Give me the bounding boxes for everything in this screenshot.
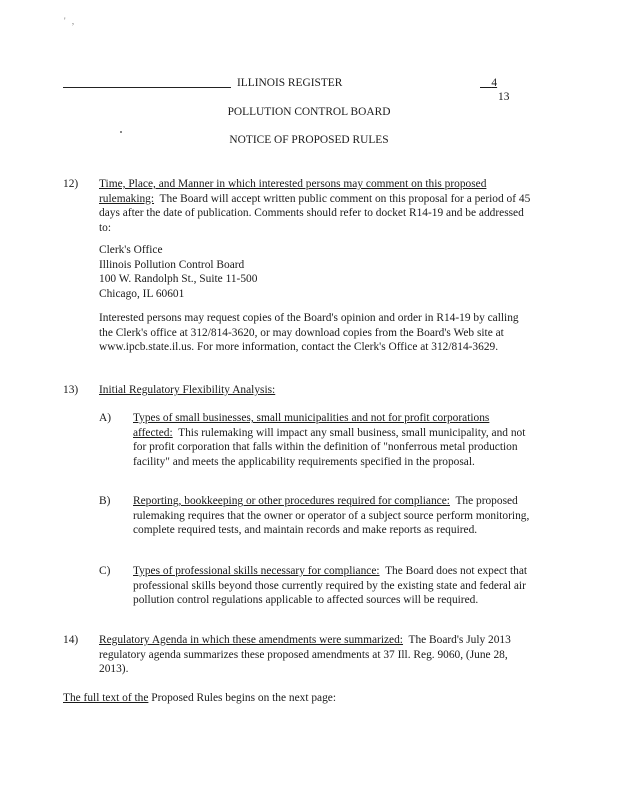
closing-rest: Proposed Rules begins on the next page: — [151, 692, 337, 704]
header-rule — [63, 87, 231, 88]
section-12-copies: Interested persons may request copies of the Board's opinion and order in R14-19 by calling the Clerk's office at 312/814-3620, or may download copies from the Board's Web site at www.ipcb.state.il.us. For more information, contact the Clerk's Office at 312/814-3629. — [99, 312, 519, 354]
subsection-b-text: The proposed rulemaking requires that the owner or operator of a subject source perform monitoring, complete required tests, and maintain records and make reports as required. — [133, 495, 530, 537]
register-title: ILLINOIS REGISTER — [237, 77, 343, 89]
scan-mark: ' , — [64, 16, 77, 26]
address-line: Clerk's Office — [99, 244, 163, 256]
section-14-text: The Board's July 2013 regulatory agenda summarizes these proposed amendments at 37 Ill. Reg. 9060, (June 28, 2013). — [99, 634, 511, 676]
subsection-b-paragraph — [133, 494, 531, 538]
subsection-a-label: A) — [99, 412, 112, 424]
notice-title: NOTICE OF PROPOSED RULES — [229, 134, 389, 146]
section-14-paragraph — [99, 633, 531, 677]
section-12-paragraph — [99, 177, 531, 235]
section-12-text: The Board will accept written public comment on this proposal for a period of 45 days after the date of publication. Comments should refer to docket R14-19 and be addressed to: — [99, 192, 531, 234]
section-12-title: Time, Place, and Manner in which interested persons may comment on this proposed rulemaking: — [99, 178, 487, 205]
subsection-b-title: Reporting, bookkeeping or other procedures required for compliance: — [133, 495, 450, 507]
subsection-c-label: C) — [99, 565, 111, 577]
subsection-c-title: Types of professional skills necessary for compliance: — [133, 565, 380, 577]
section-14-title: Regulatory Agenda in which these amendments were summarized: — [99, 634, 403, 646]
page-number-sub: 13 — [498, 91, 510, 103]
address-line: Illinois Pollution Control Board — [99, 258, 245, 271]
subsection-a-paragraph — [133, 411, 531, 469]
subsection-c-text: The Board does not expect that professional skills beyond those currently required by the existing state and federal air pollution control regulations applicable to affected sources will be required. — [133, 565, 528, 607]
section-13-number: 13) — [63, 384, 79, 396]
subsection-a-text: This rulemaking will impact any small business, small municipality, and not for profit corporation that falls within the definition of "nonferrous metal production facility" and meets the applicability requirements specified in the proposal. — [133, 426, 526, 468]
page-number — [480, 76, 497, 91]
closing-underlined: The full text of the — [63, 692, 149, 704]
section-13-title-text: Initial Regulatory Flexibility Analysis: — [99, 384, 276, 396]
section-13-title — [99, 383, 531, 398]
page-number-value: 4 — [491, 77, 498, 89]
clerk-address — [99, 243, 531, 301]
section-14-number: 14) — [63, 634, 79, 646]
subsection-c-paragraph — [133, 564, 531, 608]
address-line: 100 W. Randolph St., Suite 11-500 — [99, 273, 258, 286]
closing-line — [63, 691, 336, 706]
agency-title: POLLUTION CONTROL BOARD — [227, 106, 391, 118]
section-12-number: 12) — [63, 178, 79, 190]
subsection-a-title: Types of small businesses, small municipalities and not for profit corporations affected: — [133, 412, 490, 439]
subsection-b-label: B) — [99, 495, 111, 507]
address-line: Chicago, IL 60601 — [99, 287, 185, 300]
